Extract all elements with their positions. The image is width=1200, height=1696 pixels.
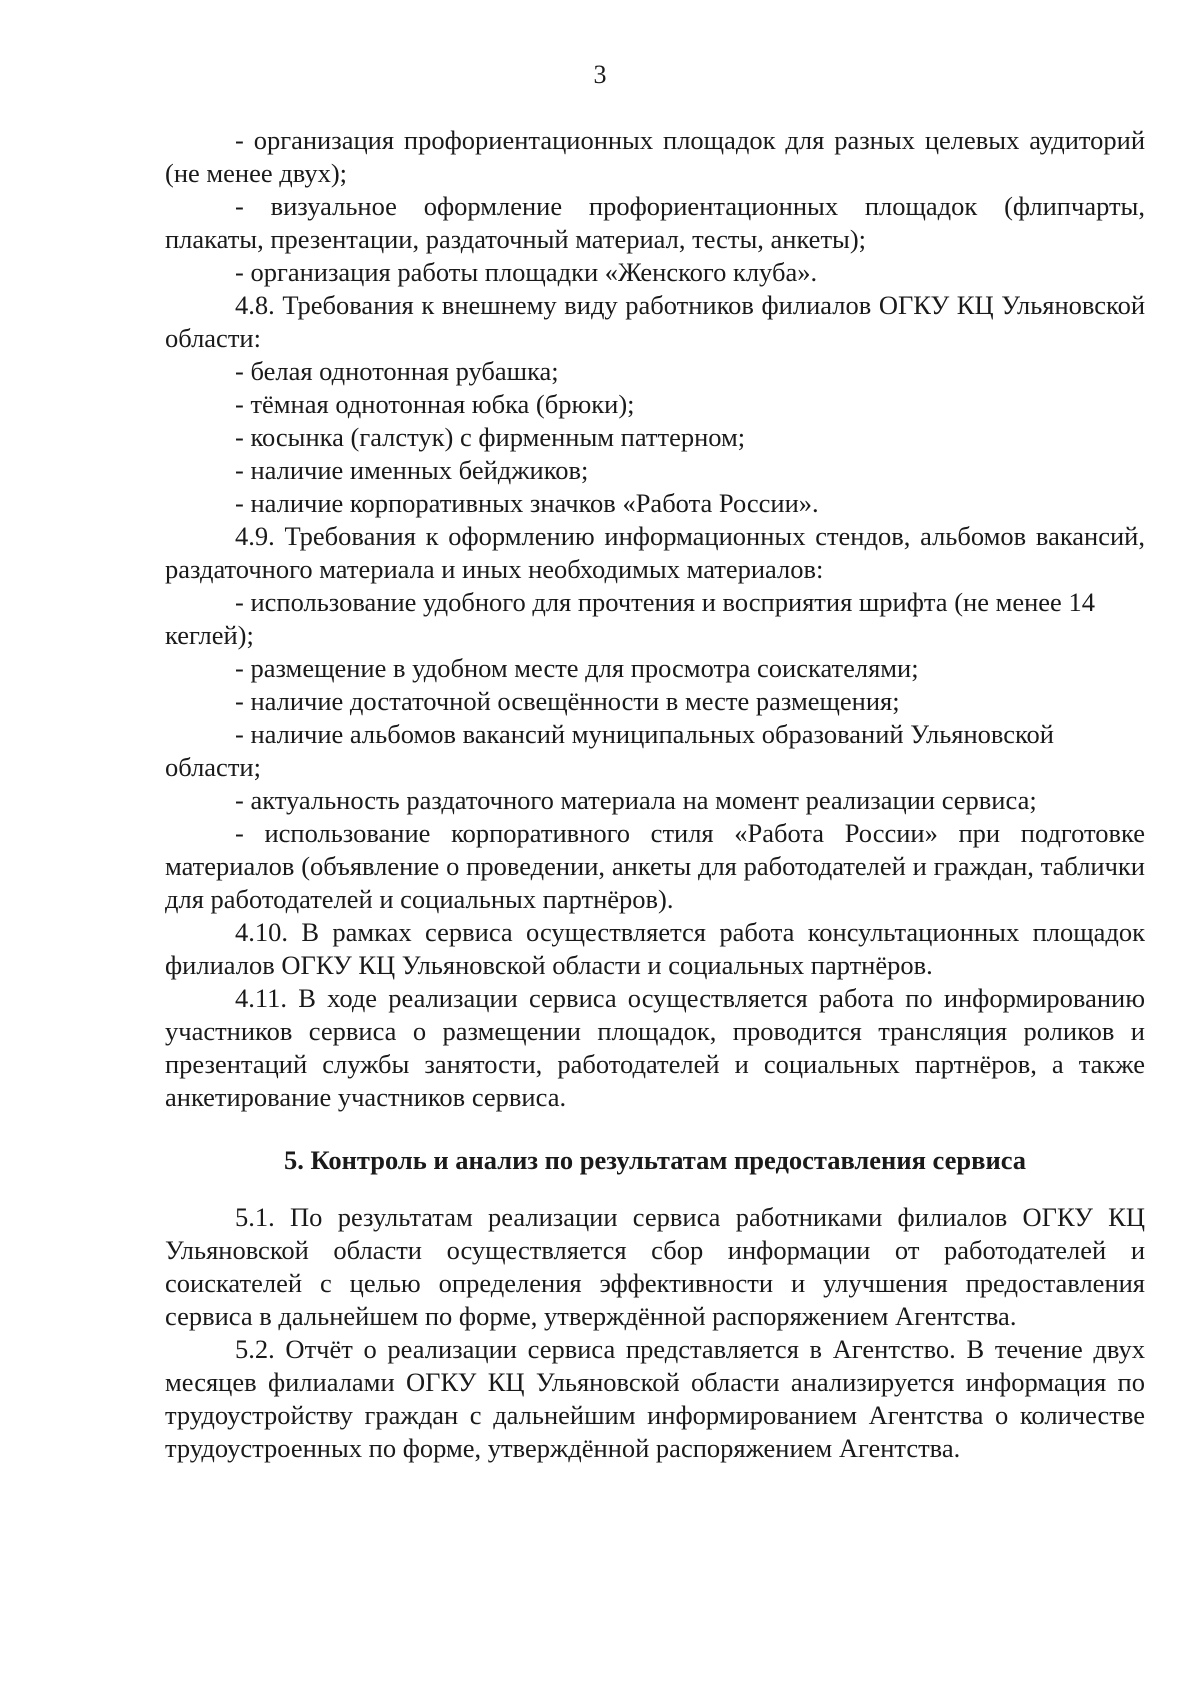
page-number: 3 xyxy=(593,60,607,89)
paragraph: 5.2. Отчёт о реализации сервиса представляется в Агентство. В течение двух месяцев филиалами ОГКУ КЦ Ульяновской области анализируется информация по трудоустройству граждан с дальнейшим информированием Агентства о количестве трудоустроенных по форме, утверждённой распоряжением Агентства. xyxy=(165,1334,1145,1463)
list-item: - использование удобного для прочтения и восприятия шрифта (не менее 14 кеглей); xyxy=(165,587,1095,650)
paragraph: - организация профориентационных площадок для разных целевых аудиторий (не менее двух); xyxy=(165,125,1145,188)
paragraph: 4.11. В ходе реализации сервиса осуществляется работа по информированию участников сервиса о размещении площадок, проводится трансляция роликов и презентаций службы занятости, работодателей и социальных партнёров, а также анкетирование участников сервиса. xyxy=(165,983,1145,1112)
list-item: - косынка (галстук) с фирменным паттерном; xyxy=(235,422,746,452)
list-item: - наличие именных бейджиков; xyxy=(235,455,589,485)
paragraph: - визуальное оформление профориентационных площадок (флипчарты, плакаты, презентации, раздаточный материал, тесты, анкеты); xyxy=(165,191,1145,254)
section-heading: 5. Контроль и анализ по результатам предоставления сервиса xyxy=(283,1145,1027,1175)
list-item: - наличие альбомов вакансий муниципальных образований Ульяновской области; xyxy=(165,719,1054,782)
paragraph: - организация работы площадки «Женского клуба». xyxy=(235,257,818,287)
list-item: - использование корпоративного стиля «Работа России» при подготовке материалов (объявление о проведении, анкеты для работодателей и граждан, таблички для работодателей и социальных партнёров). xyxy=(165,818,1145,914)
list-item: - белая однотонная рубашка; xyxy=(235,356,559,386)
list-item: - тёмная однотонная юбка (брюки); xyxy=(235,389,635,419)
list-item: - наличие достаточной освещённости в месте размещения; xyxy=(235,686,900,716)
paragraph: 5.1. По результатам реализации сервиса работниками филиалов ОГКУ КЦ Ульяновской области осуществляется сбор информации от работодателей и соискателей с целью определения эффективности и улучшения предоставления сервиса в дальнейшем по форме, утверждённой распоряжением Агентства. xyxy=(165,1202,1145,1331)
paragraph: 4.8. Требования к внешнему виду работников филиалов ОГКУ КЦ Ульяновской области: xyxy=(165,290,1145,353)
paragraph: 4.10. В рамках сервиса осуществляется работа консультационных площадок филиалов ОГКУ КЦ Ульяновской области и социальных партнёров. xyxy=(165,917,1145,980)
paragraph: 4.9. Требования к оформлению информационных стендов, альбомов вакансий, раздаточного материала и иных необходимых материалов: xyxy=(165,521,1145,584)
list-item: - наличие корпоративных значков «Работа России». xyxy=(235,488,819,518)
document-body xyxy=(165,124,1145,1465)
list-item: - размещение в удобном месте для просмотра соискателями; xyxy=(235,653,919,683)
list-item: - актуальность раздаточного материала на момент реализации сервиса; xyxy=(235,785,1037,815)
